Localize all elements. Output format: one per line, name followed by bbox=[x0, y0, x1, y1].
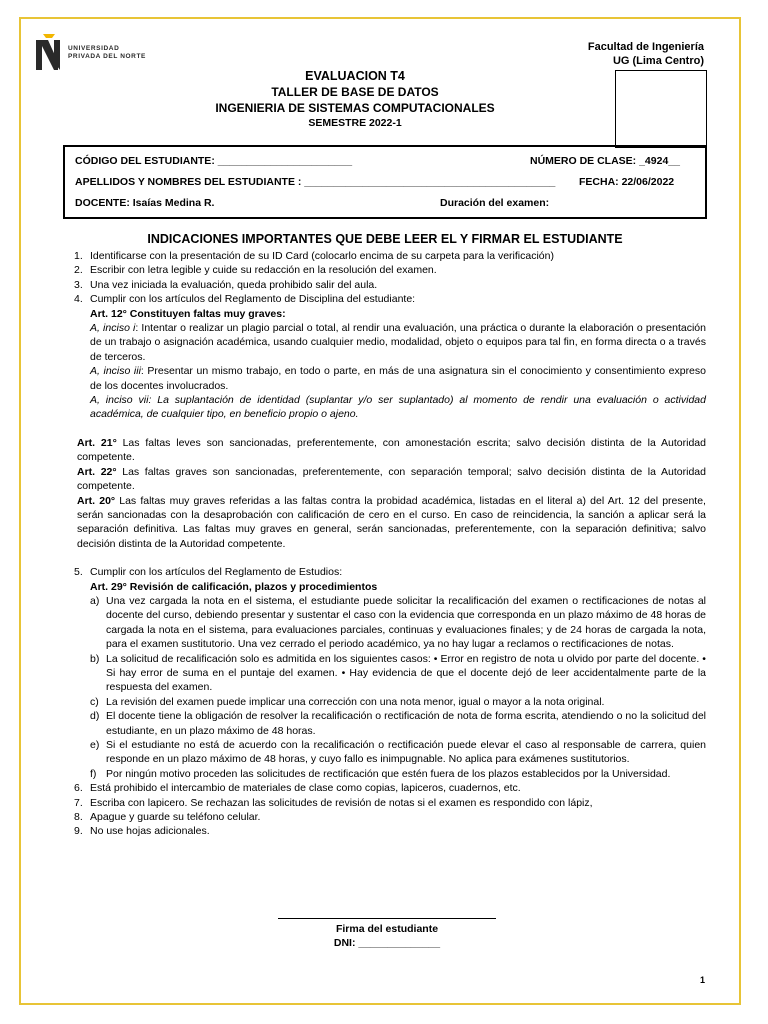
list-item bbox=[74, 565, 706, 579]
faculty-name: Facultad de Ingeniería bbox=[587, 41, 704, 53]
item-text: No use hojas adicionales. bbox=[90, 825, 210, 838]
exam-date: FECHA: 22/06/2022 bbox=[579, 176, 675, 188]
art29-a: a) Una vez cargada la nota en el sistema, el estudiante puede solicitar la recalificación del examen o rectificaciones de notas al docente del curso, debiendo presentar y sustentar el caso con la evidencia que corresponda en un plazo máximo de 48 horas de cargada la nota en el sistema, para evaluaciones parciales, continuas y evaluaciones finales; y de 24 horas de cargada la nota, para el examen sustitutorio. Una vez cerrado el periodo académico, ya no hay lugar a reclamos o rectificaciones de notas. bbox=[90, 594, 706, 651]
logo-n-icon bbox=[34, 32, 64, 72]
list-item bbox=[74, 278, 706, 292]
list-item bbox=[74, 292, 706, 306]
instructions-body bbox=[74, 249, 706, 839]
item-text: Cumplir con los artículos del Reglamento de Disciplina del estudiante: bbox=[90, 293, 416, 306]
course-title: TALLER DE BASE DE DATOS bbox=[271, 85, 439, 99]
item-number: 5. bbox=[74, 566, 83, 579]
semester-title: SEMESTRE 2022-1 bbox=[308, 117, 402, 129]
art12-block bbox=[74, 307, 706, 552]
item-number: 4. bbox=[74, 293, 83, 306]
signature-label: Firma del estudiante bbox=[335, 923, 439, 935]
faculty-header bbox=[588, 40, 704, 68]
list-item bbox=[74, 781, 706, 795]
instructions-heading: INDICACIONES IMPORTANTES QUE DEBE LEER EL Y FIRMAR EL ESTUDIANTE bbox=[147, 232, 623, 246]
logo-text bbox=[68, 45, 146, 61]
art12-title: Art. 12° Constituyen faltas muy graves: bbox=[90, 307, 286, 320]
art21: Art. 21° Las faltas leves son sancionadas, preferentemente, con amonestación escrita; salvo decisión distinta de la Autoridad competente. bbox=[77, 436, 706, 464]
logo-line1: UNIVERSIDAD bbox=[68, 45, 120, 52]
teacher-name: DOCENTE: Isaías Medina R. bbox=[75, 197, 215, 209]
career-title: INGENIERIA DE SISTEMAS COMPUTACIONALES bbox=[215, 101, 495, 115]
item-text: Cumplir con los artículos del Reglamento de Estudios: bbox=[90, 566, 343, 579]
art22: Art. 22° Las faltas graves son sancionadas, preferentemente, con separación temporal; salvo decisión distinta de la Autoridad competente. bbox=[77, 465, 706, 493]
item-number: 7. bbox=[74, 796, 83, 809]
item-number: 6. bbox=[74, 782, 83, 795]
class-number: NÚMERO DE CLASE: _4924__ bbox=[530, 155, 680, 167]
art29-d: d) El docente tiene la obligación de resolver la recalificación o rectificación de nota de forma escrita, atendiendo o no la solicitud del estudiante, en un plazo máximo de 48 horas. bbox=[90, 710, 706, 737]
item-number: 8. bbox=[74, 811, 83, 824]
list-item bbox=[74, 796, 706, 810]
item-number: 3. bbox=[74, 278, 83, 291]
item-text: Está prohibido el intercambio de materiales de clase como copias, lapiceros, cuadernos, etc. bbox=[90, 782, 521, 795]
student-info-box bbox=[63, 145, 707, 219]
item-text: Identificarse con la presentación de su ID Card (colocarlo encima de su carpeta para la verificación) bbox=[90, 250, 554, 262]
student-code-field[interactable]: CÓDIGO DEL ESTUDIANTE: _______________________ bbox=[75, 155, 353, 167]
art20: Art. 20° Las faltas muy graves referidas a las faltas contra la probidad académica, listadas en el literal a) del Art. 12 del presente, serán sancionadas con la desaprobación con calificación de cero en el curso. En caso de reincidencia, la sanción a aplicar será la separación definitiva. Las faltas muy graves en general, serán sancionadas, preferentemente, con la separación definitiva; salvo decisión distinta de la Autoridad competente. bbox=[77, 494, 706, 550]
exam-duration: Duración del examen: bbox=[440, 197, 550, 209]
campus-name: UG (Lima Centro) bbox=[612, 55, 704, 67]
photo-box bbox=[615, 70, 707, 148]
art12-inciso-iii: A, inciso iii: Presentar un mismo trabajo, en todo o parte, en más de una asignatura sin el conocimiento y consentimiento expreso de los docentes involucrados. bbox=[90, 365, 706, 392]
dni-field[interactable]: DNI: ______________ bbox=[333, 937, 441, 949]
item-number: 9. bbox=[74, 825, 83, 838]
student-name-field[interactable]: APELLIDOS Y NOMBRES DEL ESTUDIANTE : ___________________________________________ bbox=[75, 176, 556, 188]
item-number: 1. bbox=[74, 250, 83, 262]
item-text: Escribir con letra legible y cuide su redacción en la resolución del examen. bbox=[90, 264, 437, 277]
list-item bbox=[74, 810, 706, 824]
signature-block bbox=[278, 918, 496, 950]
exam-title: EVALUACION T4 bbox=[305, 69, 405, 83]
page-number: 1 bbox=[700, 975, 706, 985]
logo-line2: PRIVADA DEL NORTE bbox=[68, 53, 146, 60]
art12-inciso-vii: A, inciso vii: La suplantación de identidad (suplantar y/o ser suplantado) al momento de rendir una evaluación o actividad académica, de cualquier tipo, en beneficio propio o ajeno. bbox=[90, 394, 706, 421]
university-logo bbox=[34, 32, 146, 72]
art29-e: e) Si el estudiante no está de acuerdo con la recalificación o rectificación puede elevar el caso al responsable de carrera, quien responde en un plazo máximo de 48 horas, y cuyo fallo es inimpugnable. No aplica para exámenes sustitutorios. bbox=[90, 739, 706, 766]
art29-b: b) La solicitud de recalificación solo es admitida en los siguientes casos: • Error en registro de nota u olvido por parte del docente. • Si hay error de suma en el puntaje del examen. • Hay evidencia de que el docente dejó de leer accidentalmente parte de la respuesta del examen. bbox=[90, 652, 706, 694]
item-number: 2. bbox=[74, 264, 83, 277]
exam-titles bbox=[150, 68, 560, 131]
list-item bbox=[74, 249, 706, 263]
art12-inciso-i: A, inciso i: Intentar o realizar un plagio parcial o total, al rendir una evaluación, una práctica o durante la elaboración o presentación de un trabajo o asignación académica, usando cualquier medio, modalidad, objeto o equipos para tal fin, en forma directa o a través de terceros. bbox=[90, 322, 706, 363]
art29-title: Art. 29° Revisión de calificación, plazos y procedimientos bbox=[90, 580, 378, 593]
list-item bbox=[74, 824, 706, 838]
art29-c: c) La revisión del examen puede implicar una corrección con una nota menor, igual o mayor a la nota original. bbox=[90, 695, 605, 708]
item-text: Escriba con lapicero. Se rechazan las solicitudes de revisión de notas si el examen es respondido con lápiz, bbox=[90, 796, 593, 809]
item-text: Una vez iniciada la evaluación, queda prohibido salir del aula. bbox=[90, 278, 378, 291]
list-item bbox=[74, 263, 706, 277]
art29-f: f) Por ningún motivo proceden las solicitudes de rectificación que estén fuera de los plazos establecidos por la Universidad. bbox=[90, 767, 671, 780]
item-text: Apague y guarde su teléfono celular. bbox=[90, 811, 261, 824]
